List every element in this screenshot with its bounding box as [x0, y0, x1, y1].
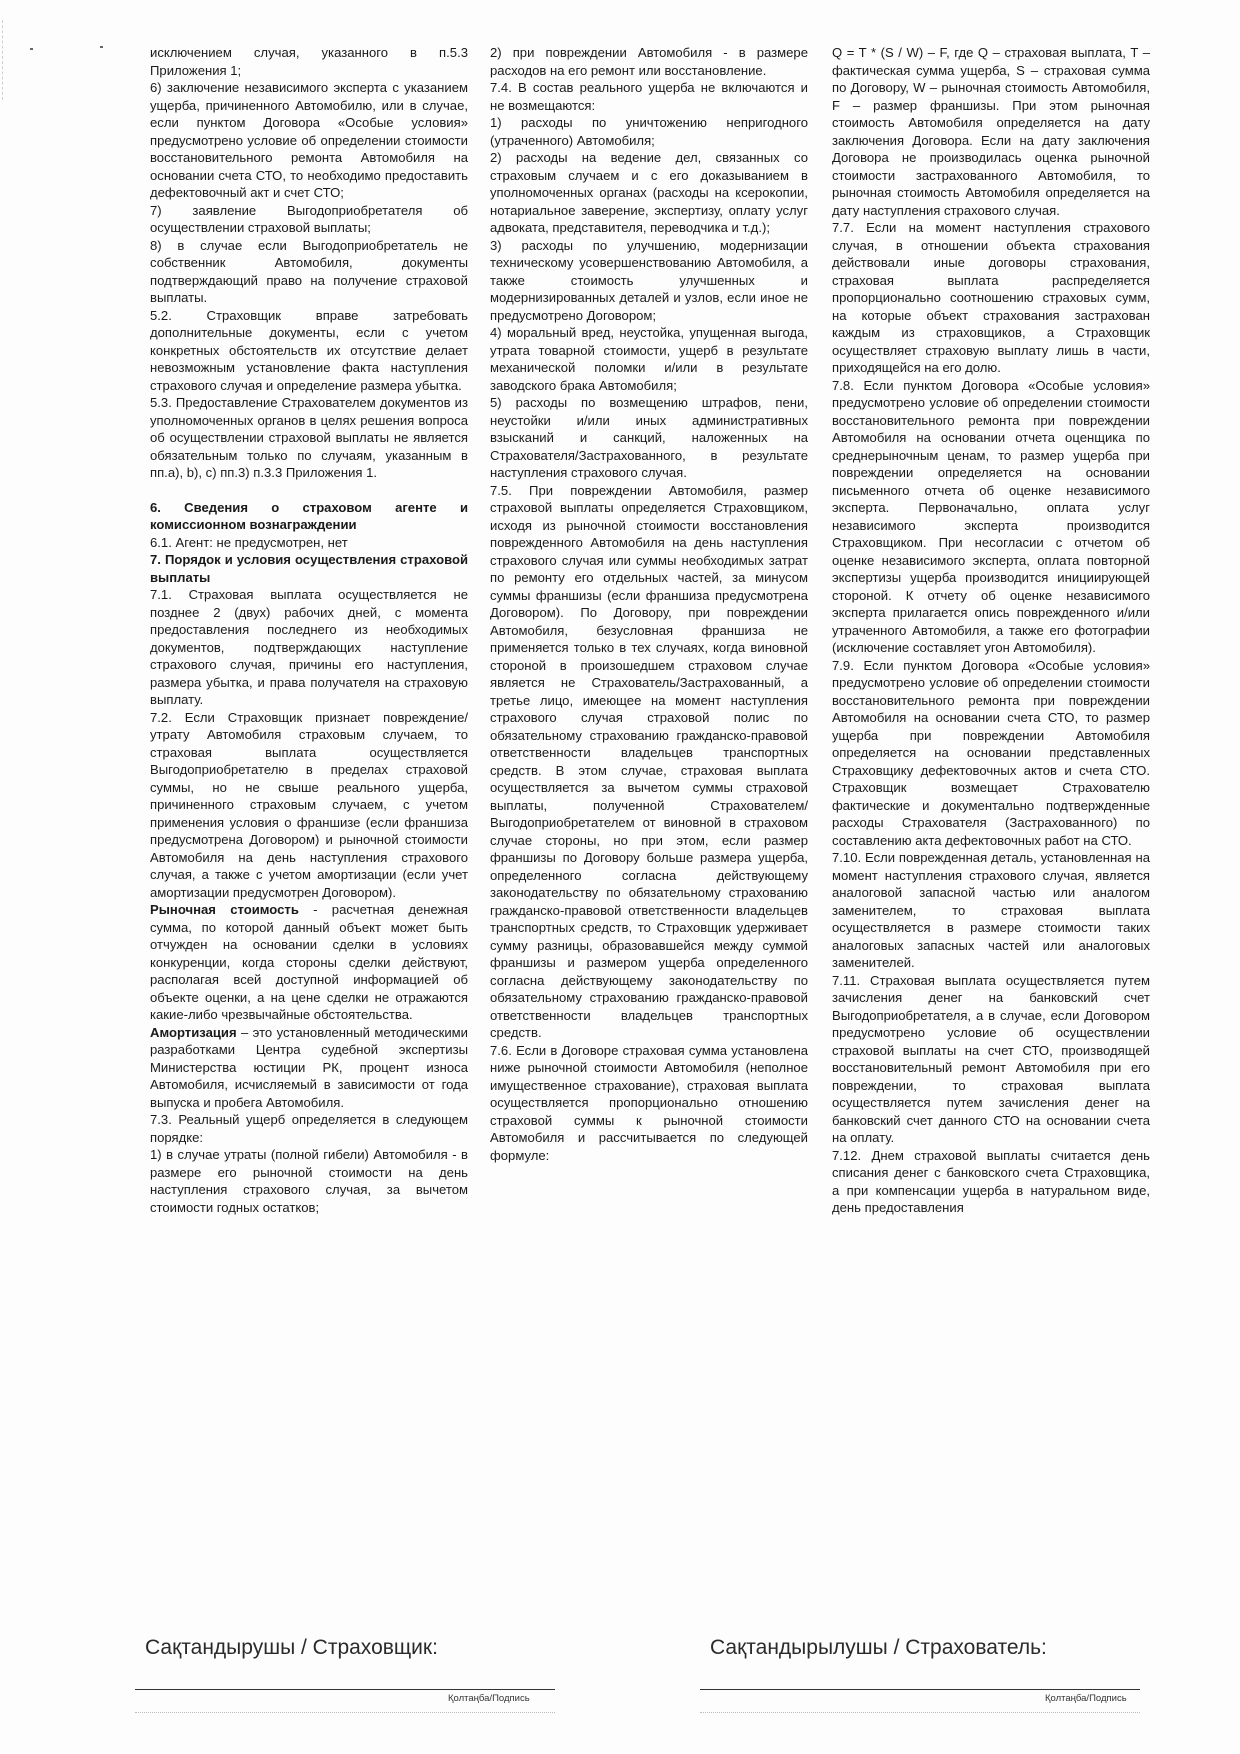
scan-margin-mark: [2, 20, 4, 100]
insurer-signature-line: [135, 1689, 555, 1690]
paragraph: 6) заключение независимого эксперта с указанием ущерба, причиненного Автомобилю, или в случае, если пунктом Договора «Особые условия» предусмотрено условие об определении стоимости восстановительного ремонта Автомобиля на основании счета СТО, то необходимо предоставить дефектовочный акт и счет СТО;: [150, 80, 468, 200]
paragraph: 7.3. Реальный ущерб определяется в следующем порядке:: [150, 1112, 468, 1145]
paragraph: исключением случая, указанного в п.5.3 Приложения 1;: [150, 45, 468, 78]
paragraph: 5.2. Страховщик вправе затребовать дополнительные документы, если с учетом конкретных обстоятельств их отсутствие делает невозможным установление факта наступления страхового случая и определение размера убытка.: [150, 307, 468, 393]
dotted-rule: [700, 1712, 1140, 1713]
paragraph: 7.7. Если на момент наступления страхового случая, в отношении объекта страхования действовали иные договоры страхования, страховая выплата распределяется пропорционально соотношению страховых сумм, на которые объект страхования застрахован каждым из страховщиков, а Страховщик осуществляет страховую выплату лишь в части, приходящейся на его долю.: [832, 220, 1150, 375]
paragraph: 5) расходы по возмещению штрафов, пени, неустойки и/или иных административных взысканий и санкций, наложенных на Страхователя/Застрахованного, в результате наступления страхового случая.: [490, 395, 808, 480]
text-column-3: [832, 44, 1150, 1217]
paragraph: 1) расходы по уничтожению непригодного (утраченного) Автомобиля;: [490, 115, 808, 148]
paragraph: 7.1. Страховая выплата осуществляется не позднее 2 (двух) рабочих дней, с момента предоставления последнего из необходимых документов, подтверждающих наступление страхового случая, причины его наступления, размера убытка, и права получателя на страховую выплату.: [150, 587, 468, 707]
paragraph: 7.12. Днем страховой выплаты считается день списания денег с банковского счета Страховщика, а при компенсации ущерба в натуральном виде, день предоставления: [832, 1147, 1150, 1215]
term-definition: - расчетная денежная сумма, по которой данный объект может быть отчужден на основании сделки в условиях конкуренции, когда стороны сделки действуют, располагая всей доступной информацией об объекте оценки, а на цене сделки не отражаются какие-либо чрезвычайные обстоятельства.: [150, 902, 468, 1022]
term-label: Рыночная стоимость: [150, 902, 299, 917]
paragraph: 1) в случае утраты (полной гибели) Автомобиля - в размере его рыночной стоимости на день наступления страхового случая, за вычетом стоимости годных остатков;: [150, 1147, 468, 1215]
insured-signature-line: [700, 1689, 1140, 1690]
paragraph: 7.10. Если поврежденная деталь, установленная на момент наступления страхового случая, является аналоговой запасной частью или аналогом заменителем, то страховая выплата осуществляется в размере стоимости таких аналоговых запасных частей или аналоговых заменителей.: [832, 850, 1150, 970]
paragraph: 3) расходы по улучшению, модернизации техническому усовершенствованию Автомобиля, а также стоимость улучшенных и модернизированных деталей и узлов, если иное не предусмотрено Договором;: [490, 237, 808, 323]
scan-speck: [30, 48, 33, 50]
paragraph: 7.8. Если пунктом Договора «Особые условия» предусмотрено условие об определении стоимости восстановительного ремонта при повреждении Автомобиля на основании отчета оценщика по среднерыночным ценам, то размер ущерба при повреждении определяется на основании письменного отчета об оценке независимого эксперта. Первоначально, оплата услуг независимого эксперта производится Страховщиком. При несогласии с отчетом об оценке независимого эксперта, оплата повторной экспертизы ущерба производится инициирующей стороной. К отчету об оценке независимого эксперта прилагается опись поврежденного и/или утраченного Автомобиля, а также его фотографии (исключение составляет угон Автомобиля).: [832, 377, 1150, 655]
insurer-signature-caption: Қолтаңба/Подпись: [448, 1693, 530, 1704]
insured-signature-caption: Қолтаңба/Подпись: [1045, 1693, 1127, 1704]
paragraph: [150, 901, 468, 1024]
paragraph: 7.5. При повреждении Автомобиля, размер страховой выплаты определяется Страховщиком, исходя из рыночной стоимости восстановления поврежденного Автомобиля на день наступления страхового случая или суммы необходимых затрат по ремонту его отдельных частей, за минусом суммы франшизы (если франшиза предусмотрена Договором). По Договору, при повреждении Автомобиля, безусловная франшиза не применяется только в тех случаях, когда виновной стороной в произошедшем страховом случае является не Страхователь/Застрахованный, а третье лицо, имеющее на момент наступления страхового случая страховой полис по обязательному страхованию гражданско-правовой ответственности владельцев транспортных средств. В этом случае, страховая выплата осуществляется за вычетом суммы страховой выплаты, полученной Страхователем/Выгодоприобретателем от виновной в страховом случае стороны, но при этом, если размер франшизы по Договору больше размера ущерба, определенного согласна действующему законодательству по обязательному страхованию гражданско-правовой ответственности владельцев транспортных средств, то Страховщик удерживает сумму разницы, образовавшейся между суммой франшизы и размером ущерба определенного согласна действующему законодательству по обязательному страхованию гражданско-правовой ответственности владельцев транспортных средств.: [490, 482, 808, 1040]
paragraph: 7.2. Если Страховщик признает повреждение/утрату Автомобиля страховым случаем, то страховая выплата осуществляется Выгодоприобретателю в пределах страховой суммы, но не свыше реального ущерба, причиненного страховым случаем, с учетом применения условия о франшизе (если франшиза предусмотрена Договором) и рыночной стоимости Автомобиля на день наступления страхового случая, а также с учетом амортизации (если учет амортизации предусмотрен Договором).: [150, 709, 468, 900]
text-column-2: [490, 44, 808, 1164]
paragraph: 8) в случае если Выгодоприобретатель не собственник Автомобиля, документы подтверждающий право на получение страховой выплаты.: [150, 237, 468, 305]
scan-speck: [100, 46, 103, 48]
insured-signature-title: Сақтандырылушы / Страхователь:: [710, 1636, 1047, 1659]
paragraph: 7) заявление Выгодоприобретателя об осуществлении страховой выплаты;: [150, 202, 468, 235]
dotted-rule: [135, 1712, 555, 1713]
paragraph: 5.3. Предоставление Страхователем документов из уполномоченных органов в целях решения вопроса об осуществлении страховой выплаты не является обязательным только по случаям, указанным в пп.а), b), c) пп.3) п.3.3 Приложения 1.: [150, 395, 468, 480]
paragraph: [150, 551, 468, 586]
paragraph: 2) расходы на ведение дел, связанных со страховым случаем и с его доказыванием в уполномоченных органах (расходы на ксерокопии, нотариальное заверение, экспертизу, оплату услуг адвоката, представителя, переводчика и т.д.);: [490, 150, 808, 235]
paragraph: 4) моральный вред, неустойка, упущенная выгода, утрата товарной стоимости, ущерб в результате механической поломки и/или в результате заводского брака Автомобиля;: [490, 325, 808, 393]
insurer-signature-title: Сақтандырушы / Страховщик:: [145, 1636, 438, 1659]
section-heading: 7. Порядок и условия осуществления страховой выплаты: [150, 552, 468, 585]
paragraph: 2) при повреждении Автомобиля - в размере расходов на его ремонт или восстановление.: [490, 45, 808, 78]
paragraph: 7.4. В состав реального ущерба не включаются и не возмещаются:: [490, 80, 808, 113]
paragraph: 6.1. Агент: не предусмотрен, нет: [150, 534, 348, 550]
section-heading: 6. Сведения о страховом агенте и комиссионном вознаграждении: [150, 499, 468, 532]
term-label: Амортизация: [150, 1024, 237, 1040]
paragraph: [150, 499, 468, 534]
paragraph: Q = T * (S / W) – F, где Q – страховая выплата, T – фактическая сумма ущерба, S – страховая сумма по Договору, W – рыночная стоимость Автомобиля, F – размер франшизы. При этом рыночная стоимость Автомобиля определяется на дату заключения Договора. Если на дату заключения Договора не производилась оценка рыночной стоимости застрахованного Автомобиля, то рыночная стоимость Автомобиля определяется на дату наступления страхового случая.: [832, 45, 1150, 218]
term-definition: – это установленный методическими разработками Центра судебной экспертизы Министерства юстиции РК, процент износа Автомобиля, исчисляемый в зависимости от года выпуска и пробега Автомобиля.: [150, 1024, 468, 1110]
paragraph: 7.9. Если пунктом Договора «Особые условия» предусмотрено условие об определении стоимости восстановительного ремонта при повреждении Автомобиля на основании счета СТО, то размер ущерба при повреждении Автомобиля определяется на основании представленных Страховщику дефектовочных актов и счета СТО. Страховщик возмещает Страхователю фактические и документально подтвержденные расходы Страхователя (Застрахованного) по составлению акта дефектовочных работ на СТО.: [832, 657, 1150, 848]
paragraph: 7.6. Если в Договоре страховая сумма установлена ниже рыночной стоимости Автомобиля (неполное имущественное страхование), страховая выплата осуществляется пропорционально отношению страховой суммы к рыночной стоимости Автомобиля и рассчитывается по следующей формуле:: [490, 1042, 808, 1163]
paragraph: 7.11. Страховая выплата осуществляется путем зачисления денег на банковский счет Выгодоприобретателя, а в случае, если Договором предусмотрено условие об осуществлении страховой выплаты на счет СТО, производящей восстановительный ремонт Автомобиля при его повреждении, то страховая выплата осуществляется путем зачисления денег на банковский счет данного СТО на основании счета на оплату.: [832, 972, 1150, 1145]
text-column-1: [150, 44, 468, 1216]
paragraph: [150, 1024, 468, 1112]
